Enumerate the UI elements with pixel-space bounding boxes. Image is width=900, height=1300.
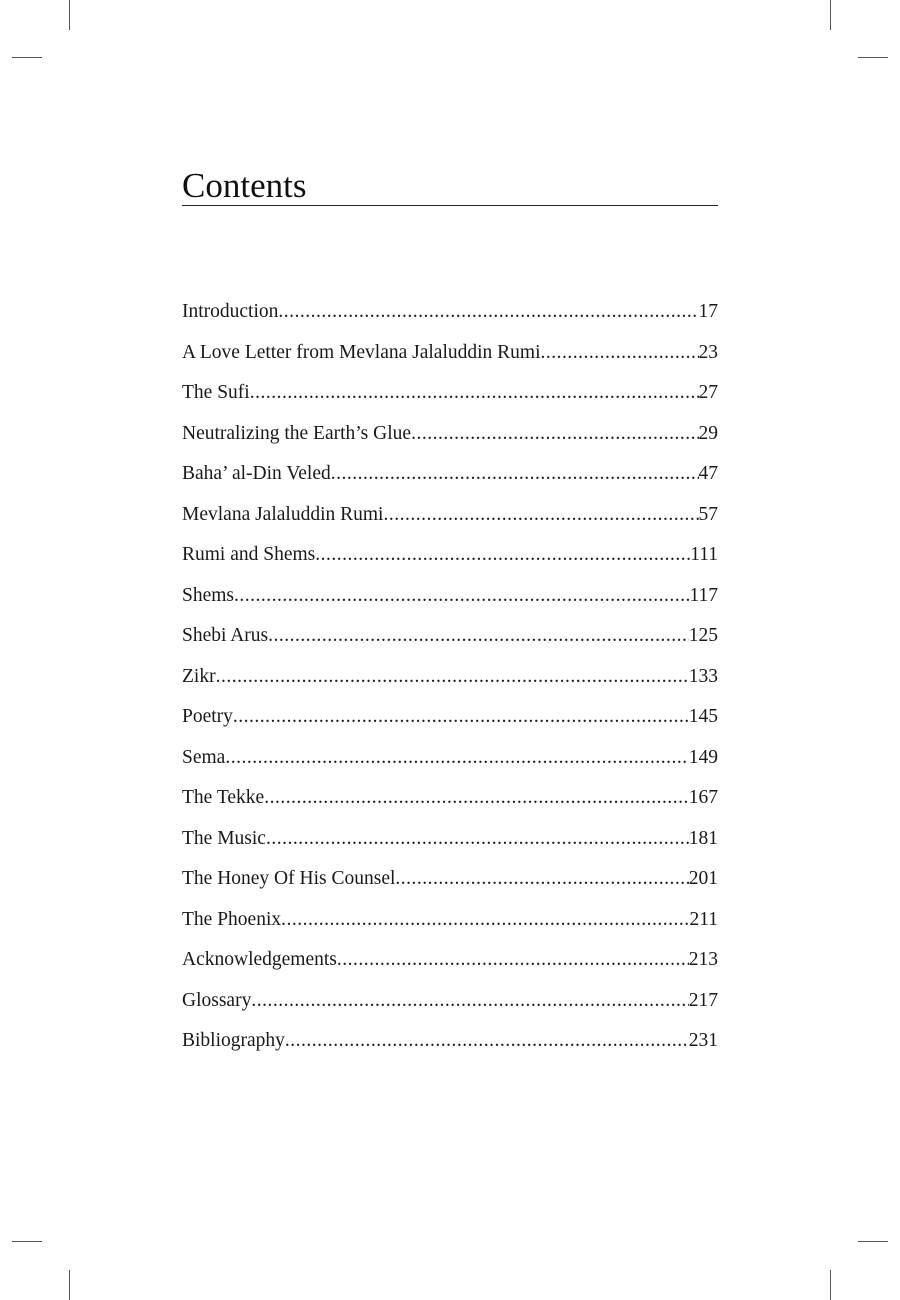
toc-entry-title: Glossary <box>182 989 252 1011</box>
dot-leader <box>266 825 689 853</box>
toc-entry-title: Baha’ al-Din Veled <box>182 463 331 484</box>
toc-entry <box>182 784 718 825</box>
dot-leader <box>315 541 690 569</box>
crop-mark-bottom-right-vertical <box>830 1270 831 1300</box>
dot-leader <box>278 298 698 326</box>
toc-entry <box>182 541 718 582</box>
toc-entry-title: Introduction <box>182 301 279 322</box>
toc-entry-title: The Tekke <box>182 787 265 808</box>
toc-entry-page-number: 145 <box>688 706 718 727</box>
toc-entry <box>182 622 718 663</box>
toc-entry <box>182 865 718 906</box>
toc-entry <box>182 906 718 947</box>
toc-entry-page-number: 167 <box>688 787 718 808</box>
toc-entry-title: Shems <box>182 584 235 606</box>
toc-entry <box>182 825 718 866</box>
toc-entry-title: Zikr <box>182 665 216 687</box>
dot-leader <box>250 379 699 407</box>
title-divider <box>182 205 718 206</box>
toc-entry-title: Neutralizing the Earth’s Glue <box>182 422 412 444</box>
toc-entry-page-number: 47 <box>698 463 718 484</box>
toc-entry <box>182 501 718 542</box>
toc-entry-title: The Phoenix <box>182 908 282 930</box>
dot-leader <box>234 582 689 610</box>
toc-entry-title: Sema <box>182 746 226 768</box>
toc-entry-page-number: 213 <box>688 949 718 970</box>
page-title: Contents <box>182 166 307 205</box>
toc-entry-page-number: 217 <box>688 989 718 1011</box>
toc-entry-title: The Honey Of His Counsel <box>182 868 396 889</box>
toc-entry-page-number: 23 <box>698 341 718 363</box>
toc-entry-title: The Sufi <box>182 382 250 403</box>
dot-leader <box>233 703 689 731</box>
dot-leader <box>337 946 689 974</box>
toc-entry-page-number: 149 <box>688 746 718 768</box>
dot-leader <box>541 339 699 367</box>
toc-entry-page-number: 211 <box>689 908 718 930</box>
crop-mark-top-right-vertical <box>830 0 831 30</box>
toc-entry <box>182 663 718 704</box>
toc-entry <box>182 987 718 1028</box>
dot-leader <box>331 460 699 488</box>
toc-entry <box>182 946 718 987</box>
dot-leader <box>251 987 688 1015</box>
toc-entry <box>182 1027 718 1068</box>
crop-mark-bottom-left-vertical <box>69 1270 70 1300</box>
crop-mark-bottom-right-horizontal <box>858 1241 888 1242</box>
toc-entry-page-number: 29 <box>698 422 718 444</box>
toc-entry-page-number: 133 <box>688 665 718 687</box>
dot-leader <box>285 1027 689 1055</box>
toc-entry-title: Shebi Arus <box>182 625 269 646</box>
toc-entry-title: The Music <box>182 827 266 849</box>
toc-entry-title: Bibliography <box>182 1030 285 1051</box>
toc-entry-page-number: 117 <box>689 584 718 606</box>
dot-leader <box>268 622 689 650</box>
crop-mark-top-left-horizontal <box>12 57 42 58</box>
toc-entry <box>182 339 718 380</box>
toc-entry-page-number: 27 <box>698 382 718 403</box>
dot-leader <box>264 784 689 812</box>
dot-leader <box>395 865 688 893</box>
toc-entry <box>182 379 718 420</box>
dot-leader <box>225 744 688 772</box>
toc-entry-page-number: 231 <box>688 1030 718 1051</box>
toc-entry-page-number: 125 <box>688 625 718 646</box>
toc-entry-page-number: 181 <box>688 827 718 849</box>
toc-entry-title: Poetry <box>182 706 233 727</box>
toc-entry <box>182 420 718 461</box>
toc-entry-page-number: 111 <box>690 544 718 565</box>
toc-entry <box>182 298 718 339</box>
dot-leader <box>411 420 698 448</box>
dot-leader <box>216 663 689 691</box>
toc-entry-page-number: 201 <box>688 868 718 889</box>
toc-entry-title: A Love Letter from Mevlana Jalaluddin Rumi <box>182 341 541 363</box>
dot-leader <box>281 906 689 934</box>
dot-leader <box>383 501 698 529</box>
table-of-contents <box>182 298 718 1068</box>
toc-entry-page-number: 17 <box>698 301 718 322</box>
crop-mark-top-left-vertical <box>69 0 70 30</box>
toc-entry <box>182 460 718 501</box>
crop-mark-bottom-left-horizontal <box>12 1241 42 1242</box>
toc-entry-title: Mevlana Jalaluddin Rumi <box>182 503 384 525</box>
toc-entry-title: Rumi and Shems <box>182 544 316 565</box>
toc-entry-title: Acknowledgements <box>182 949 337 970</box>
toc-entry <box>182 744 718 785</box>
toc-entry-page-number: 57 <box>698 503 718 525</box>
crop-mark-top-right-horizontal <box>858 57 888 58</box>
toc-entry <box>182 582 718 623</box>
toc-entry <box>182 703 718 744</box>
